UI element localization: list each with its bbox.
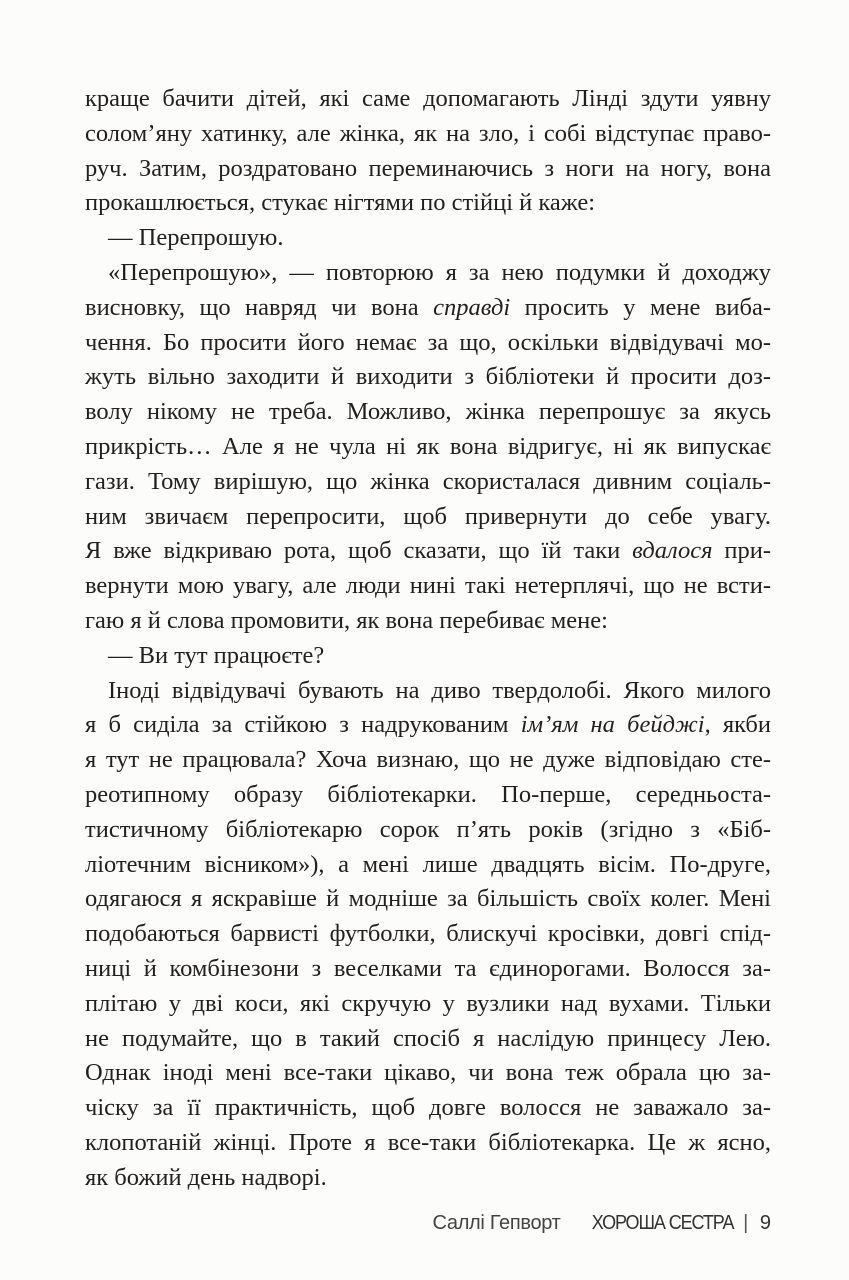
text-segment: одягаюся я яскравіше й модніше за більшість своїх колег. Мені bbox=[85, 885, 771, 913]
text-segment: жуть вільно заходити й виходити з бібліотеки й просити доз- bbox=[85, 363, 771, 391]
text-segment: ниці й комбінезони з веселками та єдинорогами. Волосся за- bbox=[85, 954, 771, 982]
text-line bbox=[85, 952, 771, 987]
italic-text: ім’ям на бейджі bbox=[520, 711, 705, 739]
text-line bbox=[85, 256, 771, 291]
text-line bbox=[85, 674, 771, 709]
italic-text: вдалося bbox=[632, 537, 713, 565]
text-segment: тистичному бібліотекарю сорок п’ять років (згідно з «Біб- bbox=[85, 815, 771, 843]
text-line bbox=[85, 813, 771, 848]
text-segment: солом’яну хатинку, але жінка, як на зло, і собі відступає право- bbox=[85, 119, 771, 147]
text-segment: вернути мою увагу, але люди нині такі нетерплячі, що не всти- bbox=[85, 572, 771, 600]
text-segment: руч. Затим, роздратовано переминаючись з ноги на ногу, вона bbox=[85, 154, 771, 182]
book-page-body bbox=[85, 82, 771, 1196]
text-segment: чення. Бо просити його немає за що, оскільки відвідувачі мо- bbox=[85, 328, 771, 356]
text-line bbox=[85, 152, 771, 187]
text-line bbox=[85, 291, 771, 326]
text-line bbox=[85, 326, 771, 361]
text-segment: волу нікому не треба. Можливо, жінка перепрошує за якусь bbox=[85, 398, 771, 426]
page-number: 9 bbox=[759, 1212, 771, 1234]
text-segment: чіску за її практичність, щоб довге волосся не заважало за- bbox=[85, 1094, 771, 1122]
text-line bbox=[85, 465, 771, 500]
text-segment: краще бачити дітей, які саме допомагають Лінді здути уявну bbox=[85, 85, 771, 112]
text-line bbox=[85, 82, 771, 117]
text-segment: висновку, що навряд чи вона bbox=[85, 293, 434, 321]
text-segment: прикрість… Але я не чула ні як вона відригує, ні як випускає bbox=[85, 432, 771, 460]
text-segment: як божий день надворі. bbox=[85, 1163, 327, 1191]
text-line bbox=[85, 186, 771, 221]
text-segment: ліотечним вісником»), а мені лише двадцять вісім. По-друге, bbox=[85, 850, 771, 878]
footer-separator: | bbox=[743, 1212, 749, 1234]
text-line bbox=[85, 221, 771, 256]
footer-author: Саллі Гепворт bbox=[432, 1212, 561, 1234]
text-line bbox=[85, 500, 771, 535]
text-segment: «Перепрошую», — повторюю я за нею подумки й доходжу bbox=[108, 258, 771, 286]
text-segment: прокашлюється, стукає нігтями по стійці й каже: bbox=[85, 189, 596, 217]
text-segment: — Ви тут працюєте? bbox=[108, 641, 325, 669]
text-segment: плітаю у дві коси, які скручую у вузлики над вухами. Тільки bbox=[85, 989, 771, 1017]
text-segment: Однак іноді мені все-таки цікаво, чи вона теж обрала цю за- bbox=[85, 1059, 771, 1087]
italic-text: справді bbox=[433, 293, 511, 321]
text-line bbox=[85, 360, 771, 395]
text-line bbox=[85, 743, 771, 778]
text-segment: гаю я й слова промовити, як вона перебиває мене: bbox=[85, 606, 608, 634]
text-line bbox=[85, 1091, 771, 1126]
text-line bbox=[85, 987, 771, 1022]
text-segment: ним звичаєм перепросити, щоб привернути до себе увагу. bbox=[85, 502, 771, 530]
text-segment: не подумайте, що в такий спосіб я наслідую принцесу Лею. bbox=[85, 1024, 771, 1052]
text-segment: — Перепрошую. bbox=[108, 224, 284, 252]
text-line bbox=[85, 1022, 771, 1057]
text-line bbox=[85, 430, 771, 465]
text-segment: клопотаній жінці. Проте я все-таки бібліотекарка. Це ж ясно, bbox=[85, 1128, 771, 1156]
text-line bbox=[85, 534, 771, 569]
text-line bbox=[85, 917, 771, 952]
text-segment: подобаються барвисті футболки, блискучі кросівки, довгі спід- bbox=[85, 920, 771, 948]
text-segment: Іноді відвідувачі бувають на диво твердолобі. Якого милого bbox=[108, 676, 771, 704]
text-line bbox=[85, 778, 771, 813]
text-line bbox=[85, 117, 771, 152]
text-line bbox=[85, 604, 771, 639]
text-segment: я тут не працювала? Хоча визнаю, що не дуже відповідаю сте- bbox=[85, 746, 771, 774]
text-line bbox=[85, 848, 771, 883]
text-line bbox=[85, 1126, 771, 1161]
text-line bbox=[85, 1161, 771, 1196]
text-line bbox=[85, 708, 771, 743]
text-segment: гази. Тому вирішую, що жінка скористалася дивним соціаль- bbox=[85, 467, 771, 495]
footer-book-title: ХОРОША СЕСТРА bbox=[591, 1212, 734, 1234]
text-segment: , якби bbox=[704, 711, 772, 739]
text-segment: реотипному образу бібліотекарки. По-перше, середньоста- bbox=[85, 780, 771, 808]
text-segment: при- bbox=[712, 537, 772, 565]
text-segment: просить у мене виба- bbox=[510, 293, 772, 321]
text-line bbox=[85, 569, 771, 604]
text-segment: Я вже відкриваю рота, щоб сказати, що їй таки bbox=[85, 537, 633, 565]
text-line bbox=[85, 639, 771, 674]
text-segment: я б сиділа за стійкою з надрукованим bbox=[85, 711, 521, 739]
text-line bbox=[85, 1056, 771, 1091]
running-footer bbox=[433, 1212, 772, 1235]
text-line bbox=[85, 395, 771, 430]
text-line bbox=[85, 882, 771, 917]
